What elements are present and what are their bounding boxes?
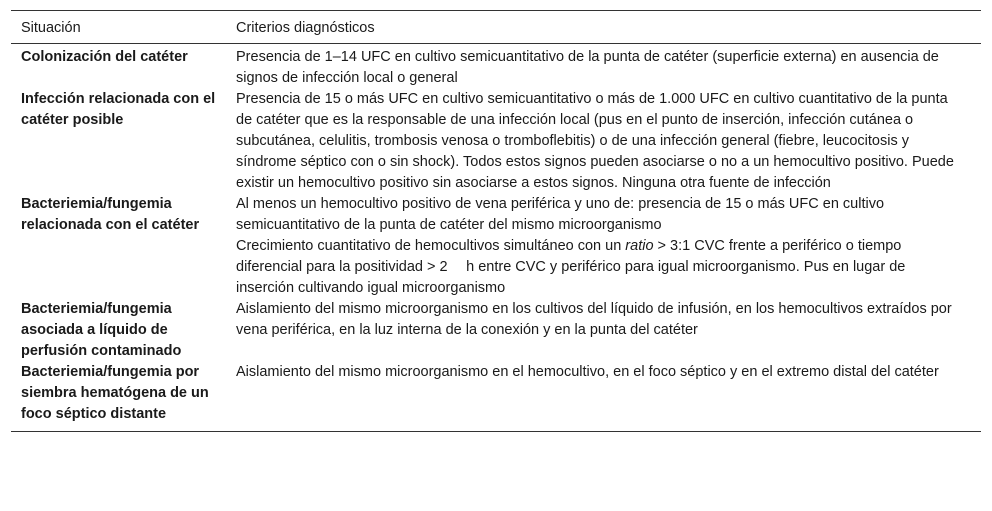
criteria-text: Al menos un hemocultivo positivo de vena periférica y uno de: presencia de 15 o más UFC en cultivo semicuantitativo de la punta de catéter del mismo microorganismo xyxy=(236,196,885,233)
table-row xyxy=(11,194,981,299)
situation-cell: Bacteriemia/fungemia asociada a líquido de perfusión contaminado xyxy=(21,301,182,359)
criteria-text-ratio xyxy=(236,236,961,299)
diagnostic-criteria-table xyxy=(11,10,981,432)
criteria-ratio-after: > 3:1 CVC frente a periférico o tiempo diferencial para la positividad > 2 h entre CVC y periférico para igual microorganismo. Pus en lugar de inserción cultivando igual microorganismo xyxy=(236,238,906,296)
table-row xyxy=(11,89,981,194)
situation-cell: Infección relacionada con el catéter posible xyxy=(21,91,216,128)
criteria-text: Aislamiento del mismo microorganismo en el hemocultivo, en el foco séptico y en el extremo distal del catéter xyxy=(236,364,939,380)
criteria-text: Aislamiento del mismo microorganismo en los cultivos del líquido de infusión, en los hemocultivos extraídos por vena periférica, en la luz interna de la conexión y en la punta del catéter xyxy=(236,301,952,338)
header-row xyxy=(11,11,981,44)
header-situation: Situación xyxy=(21,20,81,36)
criteria-ratio-before: Crecimiento cuantitativo de hemocultivos simultáneo con un xyxy=(236,238,626,254)
criteria-text: Presencia de 15 o más UFC en cultivo semicuantitativo o más de 1.000 UFC en cultivo cuantitativo de la punta de catéter que es la responsable de una infección local (pus en el punto de inserción, infección cutánea o subcutánea, celulitis, trombosis venosa o tromboflebitis) o de una infección general (fiebre, leucocitosis y síndrome séptico con o sin shock). Todos estos signos pueden asociarse o no a un hemocultivo positivo. Puede existir un hemocultivo positivo sin asociarse a estos signos. Ninguna otra fuente de infección xyxy=(236,91,954,191)
situation-cell: Bacteriemia/fungemia por siembra hematógena de un foco séptico distante xyxy=(21,364,209,422)
criteria-cell xyxy=(236,194,981,299)
diagnostic-criteria-table-container xyxy=(11,10,981,432)
header-criteria: Criterios diagnósticos xyxy=(236,20,375,36)
criteria-cell xyxy=(236,362,981,432)
table-header xyxy=(11,11,981,44)
situation-cell: Colonización del catéter xyxy=(21,49,188,65)
situation-cell: Bacteriemia/fungemia relacionada con el catéter xyxy=(21,196,200,233)
table-row xyxy=(11,362,981,432)
criteria-ratio-italic: ratio xyxy=(625,238,654,254)
table-row xyxy=(11,44,981,90)
criteria-cell xyxy=(236,299,981,362)
criteria-text: Presencia de 1–14 UFC en cultivo semicuantitativo de la punta de catéter (superficie externa) en ausencia de signos de infección local o general xyxy=(236,49,939,86)
table-row xyxy=(11,299,981,362)
table-body xyxy=(11,44,981,432)
criteria-cell xyxy=(236,44,981,90)
criteria-cell xyxy=(236,89,981,194)
